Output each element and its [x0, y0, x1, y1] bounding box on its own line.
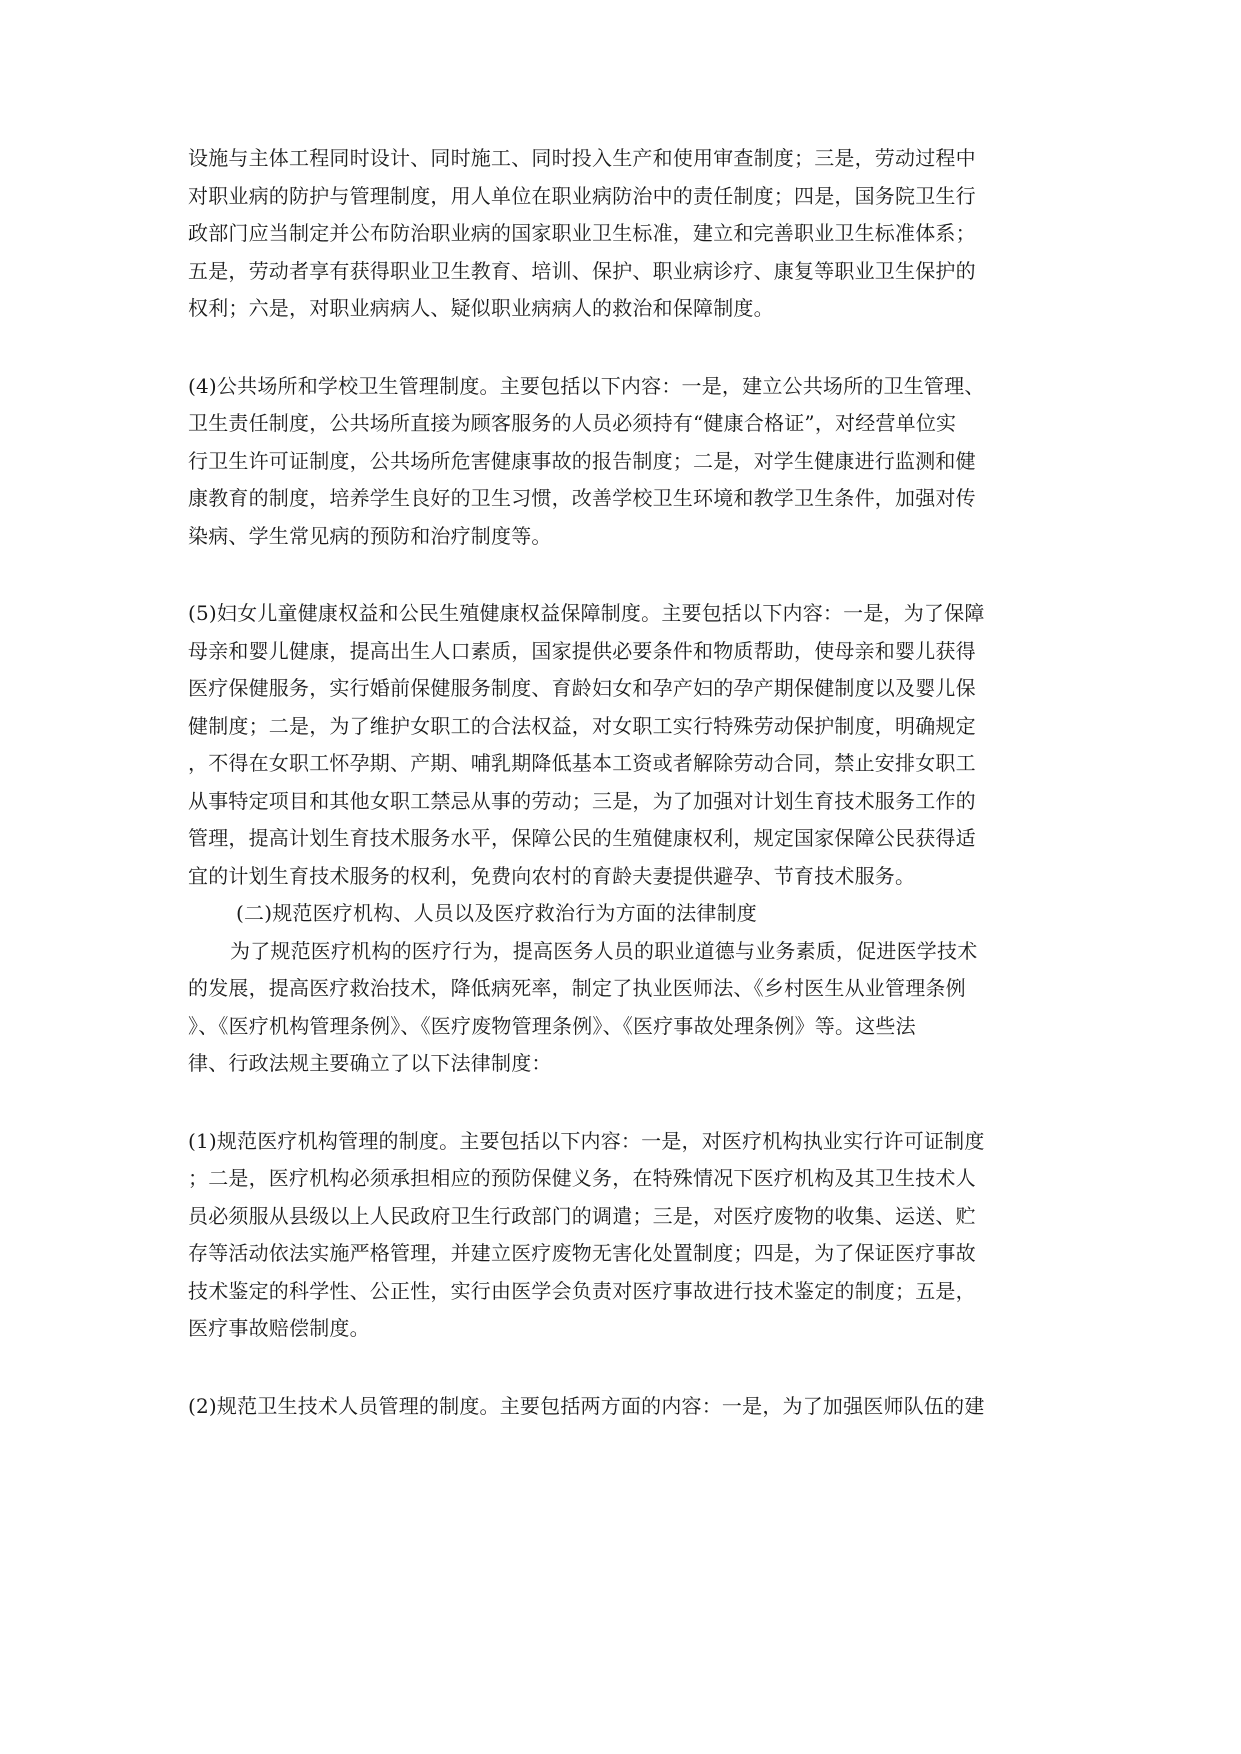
- text-line: 五是，劳动者享有获得职业卫生教育、培训、保护、职业病诊疗、康复等职业卫生保护的: [188, 258, 976, 283]
- text-line: (5)妇女儿童健康权益和公民生殖健康权益保障制度。主要包括以下内容：一是，为了保障: [188, 601, 985, 625]
- text-line: (4)公共场所和学校卫生管理制度。主要包括以下内容：一是，建立公共场所的卫生管理、: [188, 373, 985, 398]
- document-page: [188, 140, 1054, 1425]
- text-line: 行卫生许可证制度，公共场所危害健康事故的报告制度；二是，对学生健康进行监测和健: [188, 448, 976, 473]
- paragraph-women-children-health: [188, 595, 1054, 895]
- text-line: 卫生责任制度，公共场所直接为顾客服务的人员必须持有“健康合格证”，对经营单位实: [188, 411, 957, 435]
- section-heading-text: (二)规范医疗机构、人员以及医疗救治行为方面的法律制度: [236, 901, 758, 925]
- text-line: 宜的计划生育技术服务的权利，免费向农村的育龄夫妻提供避孕、节育技术服务。: [188, 863, 916, 888]
- paragraph-public-places-schools: [188, 368, 1054, 556]
- paragraph-health-technicians-management: [188, 1388, 1054, 1426]
- text-line: 染病、学生常见病的预防和治疗制度等。: [188, 523, 552, 548]
- text-line: 医疗保健服务，实行婚前保健服务制度、育龄妇女和孕产妇的孕产期保健制度以及婴儿保: [188, 676, 976, 700]
- text-line: 对职业病的防护与管理制度，用人单位在职业病防治中的责任制度；四是，国务院卫生行: [188, 183, 976, 208]
- text-line: 存等活动依法实施严格管理，并建立医疗废物无害化处置制度；四是，为了保证医疗事故: [188, 1241, 976, 1265]
- text-line: 技术鉴定的科学性、公正性，实行由医学会负责对医疗事故进行技术鉴定的制度；五是，: [188, 1278, 976, 1303]
- text-line: (1)规范医疗机构管理的制度。主要包括以下内容：一是，对医疗机构执业实行许可证制度: [188, 1128, 985, 1153]
- paragraph-occupational-disease: [188, 140, 1054, 328]
- text-line: 康教育的制度，培养学生良好的卫生习惯，改善学校卫生环境和教学卫生条件，加强对传: [188, 486, 976, 510]
- text-line: ；二是，医疗机构必须承担相应的预防保健义务，在特殊情况下医疗机构及其卫生技术人: [188, 1166, 976, 1190]
- text-line: 政部门应当制定并公布防治职业病的国家职业卫生标准，建立和完善职业卫生标准体系；: [188, 221, 976, 245]
- text-line: (2)规范卫生技术人员管理的制度。主要包括两方面的内容：一是，为了加强医师队伍的建: [188, 1393, 985, 1418]
- text-line: 医疗事故赔偿制度。: [188, 1316, 370, 1340]
- text-line: 权利；六是，对职业病病人、疑似职业病病人的救治和保障制度。: [188, 296, 774, 320]
- text-line: 》、《医疗机构管理条例》、《医疗废物管理条例》、《医疗事故处理条例》等。这些法: [188, 1013, 916, 1038]
- text-line: 从事特定项目和其他女职工禁忌从事的劳动；三是，为了加强对计划生育技术服务工作的: [188, 788, 976, 813]
- text-line: 管理，提高计划生育技术服务水平，保障公民的生殖健康权利，规定国家保障公民获得适: [188, 826, 976, 850]
- text-line: 为了规范医疗机构的医疗行为，提高医务人员的职业道德与业务素质，促进医学技术: [230, 938, 978, 963]
- paragraph-medical-institution-management: [188, 1123, 1054, 1348]
- text-line: 的发展，提高医疗救治技术，降低病死率，制定了执业医师法、《乡村医生从业管理条例: [188, 976, 966, 1000]
- text-line: 设施与主体工程同时设计、同时施工、同时投入生产和使用审查制度；三是，劳动过程中: [188, 146, 976, 170]
- text-line: 律、行政法规主要确立了以下法律制度：: [188, 1051, 552, 1075]
- text-line: ，不得在女职工怀孕期、产期、哺乳期降低基本工资或者解除劳动合同，禁止安排女职工: [188, 751, 976, 775]
- section-heading: [188, 895, 1054, 933]
- text-line: 母亲和婴儿健康，提高出生人口素质，国家提供必要条件和物质帮助，使母亲和婴儿获得: [188, 638, 976, 663]
- text-line: 健制度；二是，为了维护女职工的合法权益，对女职工实行特殊劳动保护制度，明确规定: [188, 713, 976, 738]
- text-line: 员必须服从县级以上人民政府卫生行政部门的调遣；三是，对医疗废物的收集、运送、贮: [188, 1203, 976, 1228]
- paragraph-medical-institutions-intro: [188, 933, 1054, 1083]
